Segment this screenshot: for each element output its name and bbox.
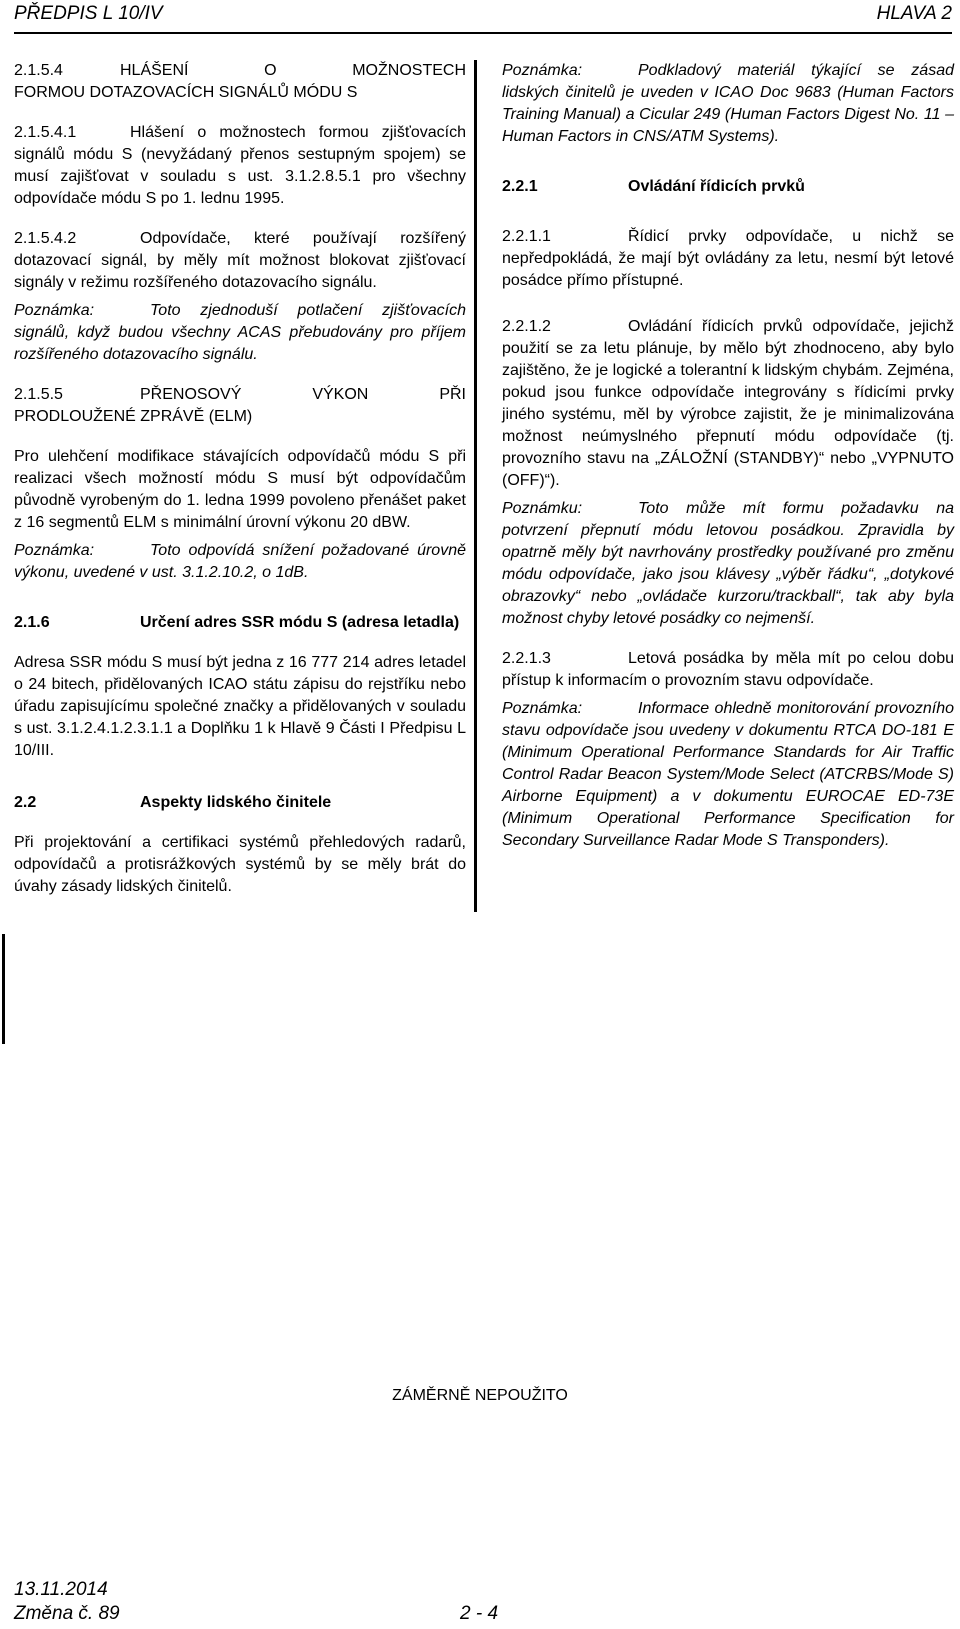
- section-title: Aspekty lidského činitele: [140, 794, 332, 811]
- note-label: Poznámka:: [502, 62, 583, 79]
- section-title: PŘENOSOVÝ VÝKON PŘI: [140, 386, 466, 403]
- note-text: Toto odpovídá snížení požadované úrovně výkonu, uvedené v ust. 3.1.2.10.2, o 1dB.: [14, 542, 466, 581]
- section-title: HLÁŠENÍ O MOŽNOSTECH: [120, 62, 466, 79]
- footer-amendment: Změna č. 89: [14, 1603, 120, 1624]
- para-2-2-1-3: [502, 648, 954, 692]
- para-number: 2.1.5.4.1: [14, 124, 77, 141]
- note-1: [14, 300, 466, 366]
- note-3: [502, 498, 954, 630]
- section-number: 2.2: [14, 794, 37, 811]
- note-4: [502, 698, 954, 852]
- section-2-1-5-4-heading: [14, 60, 466, 82]
- section-title: Ovládání řídicích prvků: [628, 178, 805, 195]
- note-label: Poznámka:: [14, 542, 95, 559]
- left-column: [14, 60, 466, 898]
- note-text: Toto může mít formu požadavku na potvrzení přepnutí módu letovou posádkou. Zpravidla by opatrně měly být navrhovány prostředky používané pro změnu módu odpovídače, jako jsou klávesy „výběr řádku“, „dotykové obrazovky“ nebo „ovládače kurzoru/trackball“, tak aby byla možnost chyby letové posádky co nejmenší.: [502, 500, 954, 627]
- right-column: [502, 60, 954, 852]
- header-document-title: PŘEDPIS L 10/IV: [14, 3, 163, 24]
- section-2-2-1-heading: [502, 176, 954, 198]
- para-2-2-1-1: [502, 226, 954, 292]
- para-text: Hlášení o možnostech formou zjišťovacích signálů módu S (nevyžádaný přenos sestupným spojem) se musí zajišťovat v souladu s ust. 3.1.2.8.5.1 pro všechny odpovídače módu S po 1. lednu 1995.: [14, 124, 466, 207]
- para-2-2-1-2: [502, 316, 954, 492]
- change-bar-right-column: [474, 60, 477, 912]
- section-number: 2.1.5.4: [14, 62, 63, 79]
- section-2-1-5-5-heading: [14, 384, 466, 406]
- para-number: 2.1.5.4.2: [14, 230, 77, 247]
- para-number: 2.2.1.3: [502, 650, 551, 667]
- section-title-cont: FORMOU DOTAZOVACÍCH SIGNÁLŮ MÓDU S: [14, 84, 358, 101]
- note-label: Poznámku:: [502, 500, 583, 517]
- para-text: Letová posádka by měla mít po celou dobu přístup k informacím o provozním stavu odpovídače.: [502, 650, 954, 689]
- note-text: Toto zjednoduší potlačení zjišťovacích signálů, když budou všechny ACAS přebudovány pro příjem rozšířeného dotazovacího signálu.: [14, 302, 466, 363]
- para-text: Řídicí prvky odpovídače, u nichž se nepředpokládá, že mají být ovládány za letu, nesmí být letové posádce přímo přístupné.: [502, 228, 954, 289]
- header-rule: [14, 32, 952, 34]
- para-2-1-5-4-1: [14, 122, 466, 210]
- note-0: [502, 60, 954, 148]
- para-number: 2.2.1.2: [502, 318, 551, 335]
- section-2-2-heading: [14, 792, 466, 814]
- section-title: Určení adres SSR módu S (adresa letadla): [140, 614, 460, 631]
- section-2-1-6-heading: [14, 612, 466, 634]
- footer-page-number: 2 - 4: [460, 1603, 499, 1624]
- header-chapter: HLAVA 2: [876, 3, 952, 24]
- intentionally-unused-label: ZÁMĚRNĚ NEPOUŽITO: [392, 1387, 568, 1404]
- para-2-1-6: Adresa SSR módu S musí být jedna z 16 777 214 adres letadel o 24 bitech, přidělovaných ICAO státu zápisu do rejstříku nebo úřadu zapisujícímu společné značky a přidělovaných v souladu s ust. 3.1.2.4.1.2.3.1.1 a Doplňku 1 k Hlavě 9 Části I Předpisu L 10/III.: [14, 654, 466, 759]
- section-number: 2.1.5.5: [14, 386, 63, 403]
- para-2-1-5-5: Pro ulehčení modifikace stávajících odpovídačů módu S při realizaci všech možností módu S musí být odpovídačům původně vyrobeným do 1. ledna 1999 povoleno přenášet paket z 16 segmentů ELM s minimální úrovní výkonu 20 dBW.: [14, 448, 466, 531]
- para-2-2: Při projektování a certifikaci systémů přehledových radarů, odpovídačů a protisrážkových systémů by se měly brát do úvahy zásady lidských činitelů.: [14, 834, 466, 895]
- change-bar-left-bottom: [2, 934, 5, 1044]
- note-text: Informace ohledně monitorování provozního stavu odpovídače jsou uvedeny v dokumentu RTCA DO-181 E (Minimum Operational Performance Standards for Air Traffic Control Radar Beacon System/Mode Select (ATCRBS/Mode S) Airborne Equipment) a v dokumentu EUROCAE ED-73E (Minimum Operational Performance Specification for Secondary Surveillance Radar Mode S Transponders).: [502, 700, 954, 849]
- para-text: Odpovídače, které používají rozšířený dotazovací signál, by měly mít možnost blokovat zjišťovací signály v režimu rozšířeného dotazovacího signálu.: [14, 230, 466, 291]
- para-text: Ovládání řídicích prvků odpovídače, jejichž použití se za letu plánuje, by mělo být zhodnoceno, aby bylo zajištěno, že je logické a tolerantní k lidským chybám. Zejména, pokud jsou funkce odpovídače integrovány s řídicími prvky jiného systému, měl by výrobce zajistit, že je minimalizována možnost neúmyslného přepnutí módu odpovídače (tj. provozního stavu na „ZÁLOŽNÍ (STANDBY)“ nebo „VYPNUTO (OFF)“).: [502, 318, 954, 489]
- footer-date: 13.11.2014: [14, 1579, 108, 1600]
- para-number: 2.2.1.1: [502, 228, 551, 245]
- para-2-1-5-4-2: [14, 228, 466, 294]
- section-number: 2.2.1: [502, 178, 538, 195]
- note-2: [14, 540, 466, 584]
- section-title-cont: PRODLOUŽENÉ ZPRÁVĚ (ELM): [14, 408, 253, 425]
- note-text: Podkladový materiál týkající se zásad lidských činitelů je uveden v ICAO Doc 9683 (Human Factors Training Manual) a Cicular 249 (Human Factors Digest No. 11 – Human Factors in CNS/ATM Systems).: [502, 62, 954, 145]
- note-label: Poznámka:: [14, 302, 95, 319]
- note-label: Poznámka:: [502, 700, 583, 717]
- section-number: 2.1.6: [14, 614, 50, 631]
